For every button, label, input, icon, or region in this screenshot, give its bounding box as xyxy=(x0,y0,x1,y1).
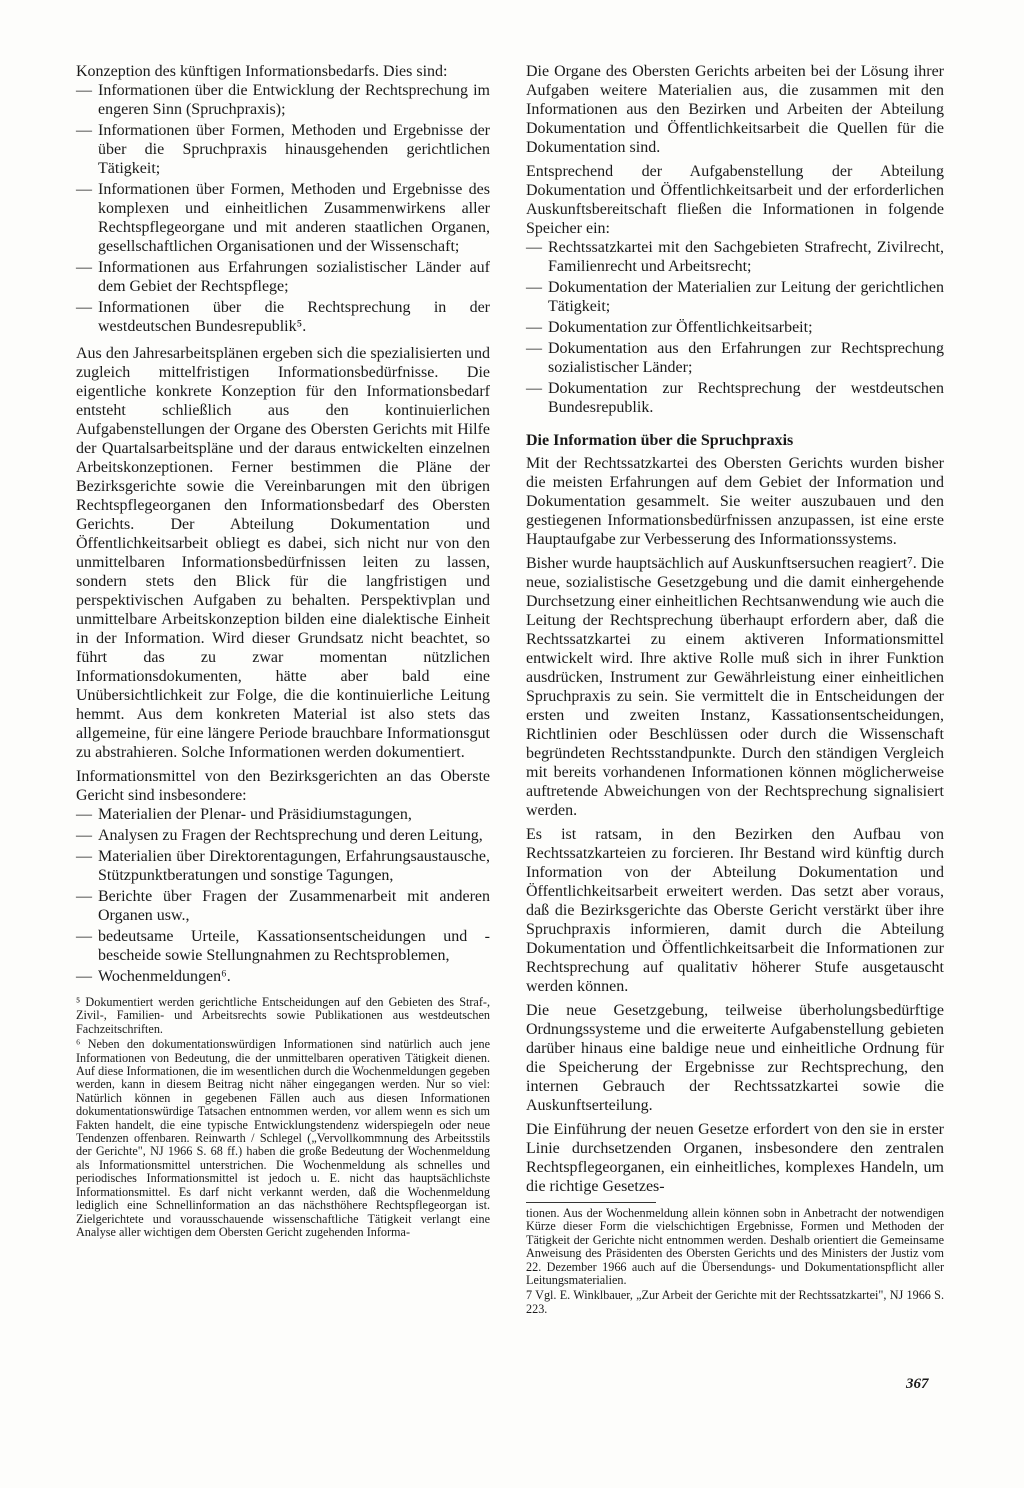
list-item: — Informationen über die Rechtsprechung in der westdeutschen Bundesrepublik⁵. xyxy=(76,298,490,336)
right-paragraph-6: Die neue Gesetzgebung, teilweise überholungsbedürftige Ordnungssysteme und die erweiterte Aufgabenstellung gebieten darüber hinaus eine baldige neue und einheitliche Ordnung für die Speicherung der Ergebnisse zur Rechtsprechung, den internen Gebrauch der Rechtssatzkartei sowie die Auskunftserteilung. xyxy=(526,1002,944,1114)
list-item: — Dokumentation zur Rechtsprechung der westdeutschen Bundesrepublik. xyxy=(526,379,944,417)
right-list-1 xyxy=(526,238,944,417)
left-paragraph-2: Aus den Jahresarbeitsplänen ergeben sich die spezialisierten und zugleich mittelfristigen Informationsbedürfnisse. Die eigentliche konkrete Konzeption für den Informationsbedarf entsteht schließlich aus den kontinuierlichen Aufgabenstellungen der Organe des Obersten Gerichts mit Hilfe der Quartalsarbeitspläne und der daraus entwickelten einzelnen Arbeitskonzeptionen. Ferner bestimmen die Pläne der Bezirksgerichte sowie die Vereinbarungen mit den übrigen Rechtspflegeorganen den Informationsbedarf des Obersten Gerichts. Der Abteilung Dokumentation und Öffentlichkeitsarbeit obliegt es dabei, sich nicht nur von den unmittelbaren Informationsbedürfnissen leiten zu lassen, sondern stets den Blick für die langfristigen und perspektivischen Aufgaben zu behalten. Perspektivplan und unmittelbare Arbeitskonzeption bilden eine dialektische Einheit in der Information. Wird dieser Grundsatz nicht beachtet, so führt das zu zwar momentan nützlichen Informationsdokumenten, hätte aber bald eine Unübersichtlichkeit zur Folge, die die kontinuierliche Leitung hemmt. Aus dem konkreten Material ist also stets das allgemeine, für eine längere Periode brauchbare Informationsgut zu abstrahieren. Solche Informationen werden dokumentiert. xyxy=(76,345,490,761)
list-item: — Analysen zu Fragen der Rechtsprechung und deren Leitung, xyxy=(76,826,490,845)
left-list-2 xyxy=(76,805,490,986)
right-paragraph-4: Bisher wurde hauptsächlich auf Auskunftsersuchen reagiert⁷. Die neue, sozialistische Gesetzgebung und die damit einhergehende Durchsetzung einer einheitlichen Rechtsanwendung wie auch die Leitung der Rechtsprechung überhaupt erfordern aber, daß die Rechtssatzkartei zu einem aktiveren Informationsmittel entwickelt wird. Ihre aktive Rolle muß sich in ihrer Funktion ausdrücken, Instrument zur Gewährleistung einer einheitlichen Spruchpraxis zu sein. Sie vermittelt die in Entscheidungen der ersten und zweiten Instanz, Kassationsentscheidungen, Richtlinien oder Beschlüssen oder durch die Wissenschaft begründeten Rechtsstandpunkte. Durch den ständigen Vergleich mit bereits vorhandenen Informationen können möglicherweise auftretende Abweichungen von der Rechtsprechung signalisiert werden. xyxy=(526,555,944,819)
right-paragraph-2: Entsprechend der Aufgabenstellung der Abteilung Dokumentation und Öffentlichkeitsarbeit und der erforderlichen Auskunftsbereitschaft fließen die Informationen in folgende Speicher ein: xyxy=(526,163,944,237)
list-item: — Dokumentation der Materialien zur Leitung der gerichtlichen Tätigkeit; xyxy=(526,278,944,316)
right-paragraph-7: Die Einführung der neuen Gesetze erfordert von den sie in erster Linie durchsetzenden Organen, insbesondere den zentralen Rechtspflegeorganen, ein einheitliches, komplexes Handeln, um die richtige Gesetzes- xyxy=(526,1121,944,1195)
left-list-1 xyxy=(76,81,490,336)
list-item: — Materialien der Plenar- und Präsidiumstagungen, xyxy=(76,805,490,824)
footnote-5: ⁵ Dokumentiert werden gerichtliche Entscheidungen auf den Gebieten des Straf-, Zivil-, Familien- und Arbeitsrechts sowie Publikationen aus westdeutschen Fachzeitschriften. xyxy=(76,995,490,1036)
footnote-divider xyxy=(526,1202,656,1203)
right-paragraph-1: Die Organe des Obersten Gerichts arbeiten bei der Lösung ihrer Aufgaben weitere Materialien aus, die zusammen mit den Informationen aus den Bezirken und Arbeiten der Abteilung Dokumentation und Öffentlichkeitsarbeit die Quellen für die Dokumentation sind. xyxy=(526,63,944,156)
list-item: — Informationen über Formen, Methoden und Ergebnisse des komplexen und einheitlichen Zusammenwirkens aller Rechtspflegeorgane und mit anderen staatlichen Organen, gesellschaftlichen Organisationen und der Wissenschaft; xyxy=(76,180,490,256)
footnote-7: 7 Vgl. E. Winklbauer, „Zur Arbeit der Gerichte mit der Rechtssatzkartei", NJ 1966 S. 223. xyxy=(526,1288,944,1316)
list-item: — Informationen über die Entwicklung der Rechtsprechung im engeren Sinn (Spruchpraxis); xyxy=(76,81,490,119)
page-number: 367 xyxy=(906,1376,929,1392)
list-item: — Rechtssatzkartei mit den Sachgebieten Strafrecht, Zivilrecht, Familienrecht und Arbeitsrecht; xyxy=(526,238,944,276)
list-item: — Berichte über Fragen der Zusammenarbeit mit anderen Organen usw., xyxy=(76,887,490,925)
left-column xyxy=(76,62,490,1241)
list-item: — Materialien über Direktorentagungen, Erfahrungsaustausche, Stützpunktberatungen und sonstige Tagungen, xyxy=(76,847,490,885)
list-item: — bedeutsame Urteile, Kassationsentscheidungen und -bescheide sowie Stellungnahmen zu Rechtsproblemen, xyxy=(76,927,490,965)
list-item: — Informationen aus Erfahrungen sozialistischer Länder auf dem Gebiet der Rechtspflege; xyxy=(76,258,490,296)
list-item: — Dokumentation zur Öffentlichkeitsarbeit; xyxy=(526,318,944,337)
right-paragraph-3: Mit der Rechtssatzkartei des Obersten Gerichts wurden bisher die meisten Erfahrungen auf dem Gebiet der Information und Dokumentation gesammelt. Sie weiter auszubauen und den gestiegenen Informationsbedürfnissen anzupassen, ist eine erste Hauptaufgabe zur Verbesserung des Informationssystems. xyxy=(526,455,944,548)
footnote-6-continued: tionen. Aus der Wochenmeldung allein können sobn in Anbetracht der notwendigen Kürze dieser Form die vielschichtigen Ergebnisse, Formen und Methoden der Tätigkeit der Gerichte nicht entnommen werden. Deshalb orientiert die Gemeinsame Anweisung des Präsidenten des Obersten Gerichts und des Ministers der Justiz vom 22. Dezember 1966 auch auf die Übersendungs- und Dokumentationspflicht aller Leitungsmaterialien. xyxy=(526,1206,944,1288)
left-paragraph-1: Konzeption des künftigen Informationsbedarfs. Dies sind: xyxy=(76,63,448,80)
right-column xyxy=(526,62,944,1318)
left-paragraph-3: Informationsmittel von den Bezirksgerichten an das Oberste Gericht sind insbesondere: xyxy=(76,768,490,804)
footnote-6: ⁶ Neben den dokumentationswürdigen Informationen sind natürlich auch jene Informationen von Bedeutung, die der unmittelbaren operativen Tätigkeit dienen. Auf diese Informationen, die im wesentlichen durch die Wochenmeldungen gegeben werden, kann in diesem Beitrag nicht näher eingegangen werden. Nur so viel: Natürlich können in gegebenen Fällen auch aus diesen Informationen dokumentationswürdige Tatsachen entnommen werden, vor allem wenn es sich um Fakten handelt, die eine typische Entwicklungstendenz widerspiegeln oder neue Tendenzen offenbaren. Reinwarth / Schlegel („Vervollkommnung des Arbeitsstils der Gerichte", NJ 1966 S. 68 ff.) haben die große Bedeutung der Wochenmeldung als Informationsmittel unterstrichen. Die Wochenmeldung als schnelles und periodisches Informationsmittel ist jedoch u. E. nicht das hauptsächlichste Informationsmittel. Es darf nicht verkannt werden, daß die Wochenmeldung lediglich eine Schnellinformation an das nächsthöhere Rechtspflegeorgan ist. Zielgerichtete und vorausschauende wissenschaftliche Tätigkeit verlangt eine Analyse aller wichtigen dem Obersten Gericht zugehenden Informa- xyxy=(76,1037,490,1239)
list-item: — Dokumentation aus den Erfahrungen zur Rechtsprechung sozialistischer Länder; xyxy=(526,339,944,377)
section-heading: Die Information über die Spruchpraxis xyxy=(526,432,794,449)
list-item: — Informationen über Formen, Methoden und Ergebnisse der über die Spruchpraxis hinausgehenden gerichtlichen Tätigkeit; xyxy=(76,121,490,178)
list-item: — Wochenmeldungen⁶. xyxy=(76,967,490,986)
right-paragraph-5: Es ist ratsam, in den Bezirken den Aufbau von Rechtssatzkarteien zu forcieren. Ihr Bestand wird künftig durch Information von der Abteilung Dokumentation und Öffentlichkeitsarbeit erweitert werden. Das setzt aber voraus, daß die Bezirksgerichte das Oberste Gericht verstärkt über ihre Spruchpraxis informieren, damit durch die Abteilung Dokumentation und Öffentlichkeitsarbeit die Informationen zur Rechtsprechung auf qualitativ höherer Stufe ausgetauscht werden können. xyxy=(526,826,944,995)
left-footnotes xyxy=(76,996,490,1239)
